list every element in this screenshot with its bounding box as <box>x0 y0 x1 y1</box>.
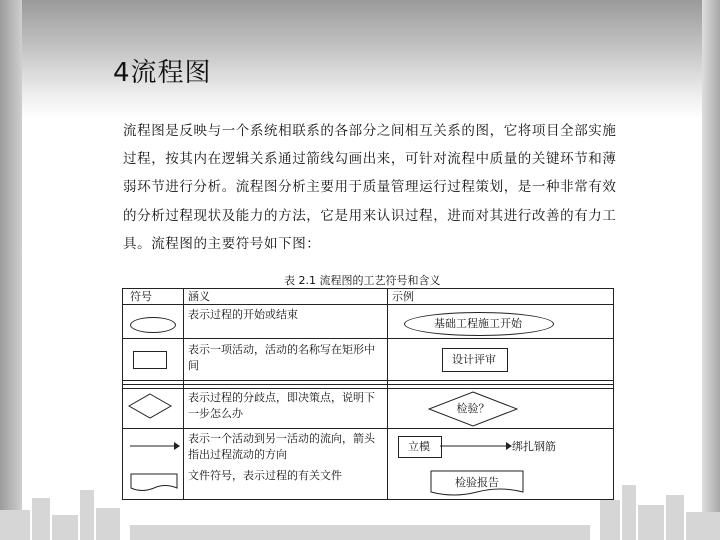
row-rectangle-meaning: 表示一项活动，活动的名称写在矩形中间 <box>188 343 375 372</box>
example-rectangle-label: 设计评审 <box>452 353 496 366</box>
document-symbol-icon <box>130 473 178 493</box>
row-arrow-meaning: 表示一个活动到另一活动的流向，箭头指出过程流动的方向 <box>188 432 375 461</box>
example-arrow-start-label: 立模 <box>408 440 430 453</box>
row-document-meaning: 文件符号，表示过程的有关文件 <box>188 469 342 482</box>
slide-title: 4流程图 <box>113 58 212 88</box>
table-caption: 表 2.1 流程图的工艺符号和含义 <box>284 274 441 287</box>
header-meaning: 涵义 <box>188 290 210 303</box>
row-diamond-meaning: 表示过程的分歧点，即决策点，说明下一步怎么办 <box>188 391 375 420</box>
header-symbol: 符号 <box>130 290 152 303</box>
example-diamond-label: 检验？ <box>456 402 490 415</box>
example-document-label: 检验报告 <box>455 476 499 489</box>
rectangle-symbol-icon <box>133 351 167 369</box>
background-right-strip <box>702 0 720 540</box>
example-oval-label: 基础工程施工开始 <box>434 317 522 330</box>
arrow-symbol-icon <box>130 440 180 452</box>
body-paragraph: 流程图是反映与一个系统相联系的各部分之间相互关系的图，它将项目全部实施过程，按其内在逻辑关系通过箭线勾画出来，可针对流程中质量的关键环节和薄弱环节进行分析。流程图分析主要用于质量管理运行过程策划，是一种非常有效的分析过程现状及能力的方法，它是用来认识过程，进而对其进行改善的有力工具。流程图的主要符号如下图： <box>123 123 617 252</box>
row-oval-meaning: 表示过程的开始或结束 <box>188 308 298 321</box>
example-arrow-end-label: 绑扎钢筋 <box>512 440 556 453</box>
background-left-strip <box>0 0 22 540</box>
flowchart-symbol-table <box>122 288 614 500</box>
example-arrow-icon <box>440 440 512 452</box>
header-example: 示例 <box>392 290 414 303</box>
diamond-symbol-icon <box>128 393 172 419</box>
background-top <box>0 0 720 120</box>
oval-symbol-icon <box>130 317 176 333</box>
